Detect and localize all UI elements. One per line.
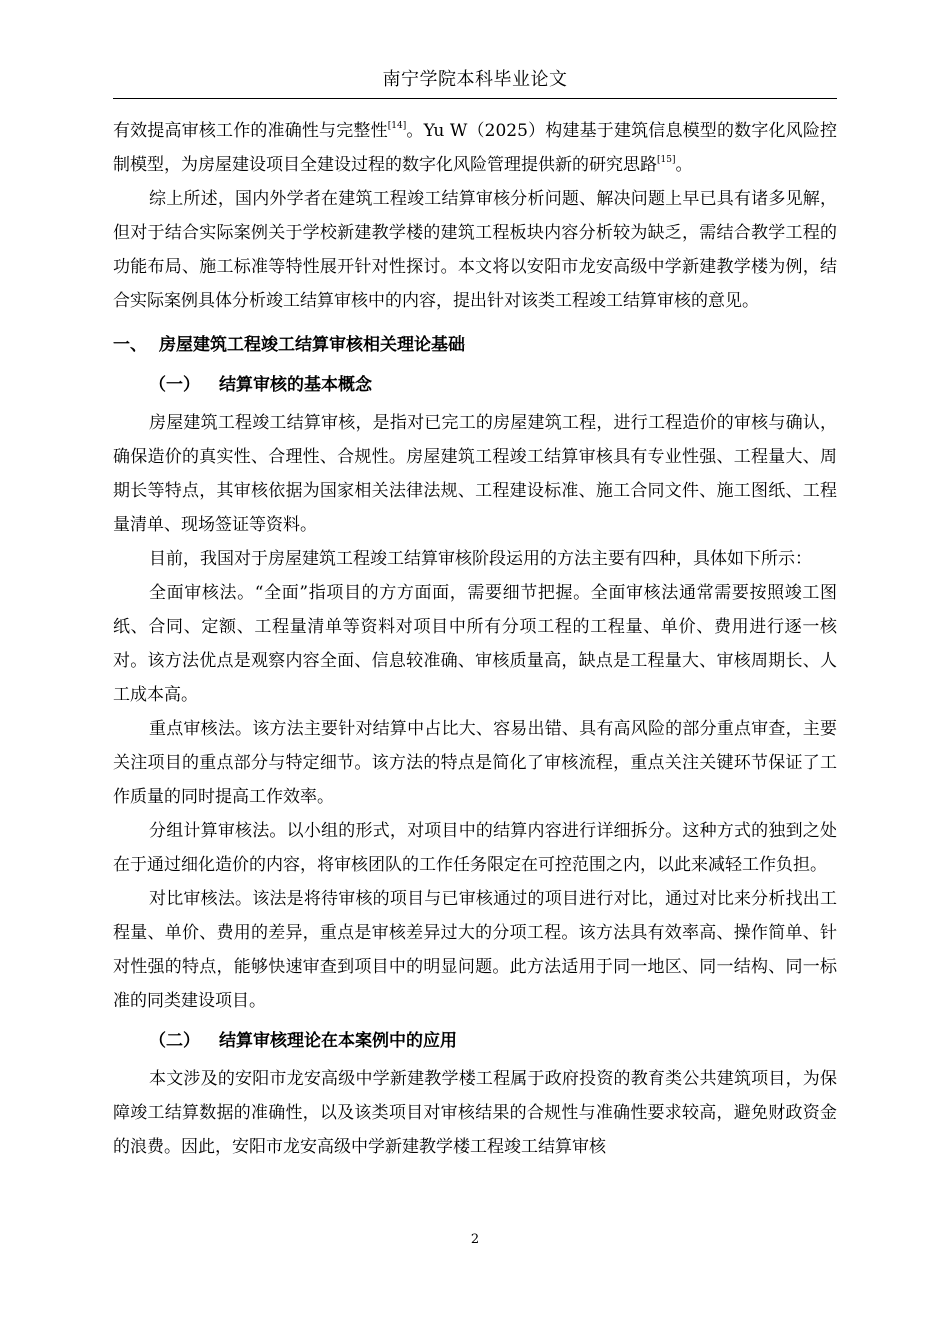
paragraph-concept: 房屋建筑工程竣工结算审核，是指对已完工的房屋建筑工程，进行工程造价的审核与确认，确保造价的真实性、合理性、合规性。房屋建筑工程竣工结算审核具有专业性强、工程量大、周期长等特点，其审核依据为国家相关法律法规、工程建设标准、施工合同文件、施工图纸、工程量清单、现场签证等资料。 xyxy=(113,413,837,535)
subsection-heading xyxy=(113,368,837,402)
page-number: 2 xyxy=(470,1232,480,1247)
subsection-title: 结算审核的基本概念 xyxy=(219,375,372,395)
paragraph-method-key: 重点审核法。该方法主要针对结算中占比大、容易出错、具有高风险的部分重点审查，主要关注项目的重点部分与特定细节。该方法的特点是简化了审核流程，重点关注关键环节保证了工作质量的同时提高工作效率。 xyxy=(113,719,837,807)
paragraph-continued xyxy=(113,114,837,182)
section-number: 一、 xyxy=(113,335,147,355)
page-header-title: 南宁学院本科毕业论文 xyxy=(382,69,568,90)
paper-body xyxy=(113,114,837,1164)
subsection-heading xyxy=(113,1024,837,1058)
citation-ref: [14] xyxy=(387,121,407,131)
paragraph-methods-intro: 目前，我国对于房屋建筑工程竣工结算审核阶段运用的方法主要有四种，具体如下所示： xyxy=(149,549,812,569)
section-title: 房屋建筑工程竣工结算审核相关理论基础 xyxy=(159,335,465,355)
header-divider xyxy=(113,98,837,99)
paragraph-method-group: 分组计算审核法。以小组的形式，对项目中的结算内容进行详细拆分。这种方式的独到之处在于通过细化造价的内容，将审核团队的工作任务限定在可控范围之内，以此来减轻工作负担。 xyxy=(113,821,837,875)
paragraph-method-full: 全面审核法。“全面”指项目的方方面面，需要细节把握。全面审核法通常需要按照竣工图纸、合同、定额、工程量清单等资料对项目中所有分项工程的工程量、单价、费用进行逐一核对。该方法优点是观察内容全面、信息较准确、审核质量高，缺点是工程量大、审核周期长、人工成本高。 xyxy=(113,583,837,705)
paragraph-text: 。Yu W（2025）构建基于建筑信息模型的数字化风险控制模型，为房屋建设项目全建设过程的数字化风险管理提供新的研究思路 xyxy=(113,121,838,175)
subsection-number: （二） xyxy=(149,1031,200,1051)
paragraph-text: 。 xyxy=(675,155,693,175)
subsection-title: 结算审核理论在本案例中的应用 xyxy=(219,1031,457,1051)
section-heading xyxy=(113,328,837,362)
paragraph-summary: 综上所述，国内外学者在建筑工程竣工结算审核分析问题、解决问题上早已具有诸多见解，但对于结合实际案例关于学校新建教学楼的建筑工程板块内容分析较为缺乏，需结合教学工程的功能布局、施工标准等特性展开针对性探讨。本文将以安阳市龙安高级中学新建教学楼为例，结合实际案例具体分析竣工结算审核中的内容，提出针对该类工程竣工结算审核的意见。 xyxy=(113,189,837,311)
paragraph-method-compare: 对比审核法。该法是将待审核的项目与已审核通过的项目进行对比，通过对比来分析找出工程量、单价、费用的差异，重点是审核差异过大的分项工程。该方法具有效率高、操作简单、针对性强的特点，能够快速审查到项目中的明显问题。此方法适用于同一地区、同一结构、同一标准的同类建设项目。 xyxy=(113,889,837,1011)
citation-ref: [15] xyxy=(657,155,676,165)
subsection-number: （一） xyxy=(149,375,200,395)
paragraph-case-application: 本文涉及的安阳市龙安高级中学新建教学楼工程属于政府投资的教育类公共建筑项目，为保障竣工结算数据的准确性，以及该类项目对审核结果的合规性与准确性要求较高，避免财政资金的浪费。因此，安阳市龙安高级中学新建教学楼工程竣工结算审核 xyxy=(113,1069,837,1157)
paragraph-text: 有效提高审核工作的准确性与完整性 xyxy=(113,121,388,141)
